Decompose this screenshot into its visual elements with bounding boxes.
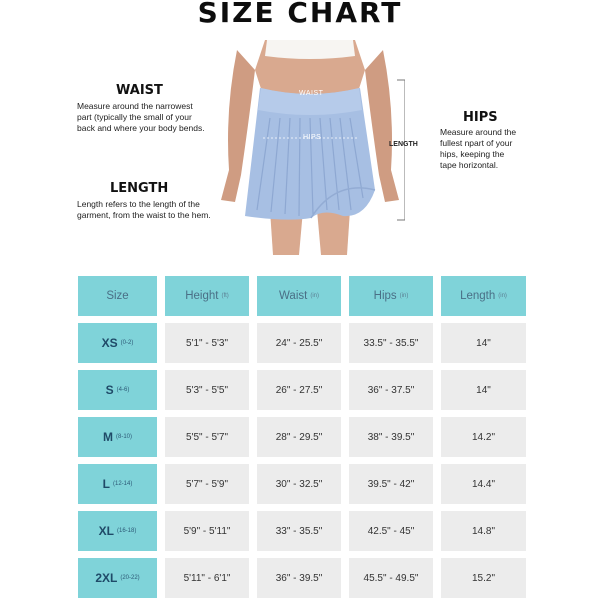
waist-heading: WAIST	[116, 83, 163, 98]
size-cell-xl: XL (16-18)	[78, 511, 157, 551]
length-figure-label: LENGTH	[389, 141, 418, 148]
header-length: Length (in)	[441, 276, 526, 316]
hips-cell: 36" - 37.5"	[349, 370, 433, 410]
length-heading: LENGTH	[110, 181, 169, 196]
waist-cell: 28" - 29.5"	[257, 417, 341, 457]
waist-cell: 26" - 27.5"	[257, 370, 341, 410]
length-cell: 14"	[441, 323, 526, 363]
header-waist: Waist (in)	[257, 276, 341, 316]
height-cell: 5'3" - 5'5"	[165, 370, 249, 410]
waist-cell: 30" - 32.5"	[257, 464, 341, 504]
length-cell: 14.8"	[441, 511, 526, 551]
size-cell-m: M (8-10)	[78, 417, 157, 457]
length-description: Length refers to the length of the garment, from the waist to the hem.	[77, 199, 211, 220]
size-cell-xs: XS (0-2)	[78, 323, 157, 363]
sports-top	[265, 40, 355, 59]
height-cell: 5'5" - 5'7"	[165, 417, 249, 457]
page-title: SIZE CHART	[197, 0, 403, 29]
header-height: Height (ft)	[165, 276, 249, 316]
size-cell-l: L (12-14)	[78, 464, 157, 504]
right-leg	[317, 210, 350, 255]
height-cell: 5'1" - 5'3"	[165, 323, 249, 363]
hips-cell: 33.5" - 35.5"	[349, 323, 433, 363]
height-cell: 5'7" - 5'9"	[165, 464, 249, 504]
length-cell: 14.4"	[441, 464, 526, 504]
skirt-model-illustration	[215, 40, 405, 255]
length-cell: 15.2"	[441, 558, 526, 598]
height-cell: 5'11" - 6'1"	[165, 558, 249, 598]
length-cell: 14.2"	[441, 417, 526, 457]
waist-cell: 36" - 39.5"	[257, 558, 341, 598]
hips-cell: 45.5" - 49.5"	[349, 558, 433, 598]
hips-description: Measure around the fullest npart of your hips, keeping the tape horizontal.	[440, 127, 517, 170]
waist-description: Measure around the narrowest part (typically the small of your back and where your body bends.	[77, 101, 205, 133]
hips-cell: 38" - 39.5"	[349, 417, 433, 457]
size-cell-2xl: 2XL (20-22)	[78, 558, 157, 598]
hips-heading: HIPS	[463, 110, 498, 125]
waist-figure-label: WAIST	[299, 90, 324, 97]
size-chart-table	[78, 276, 524, 598]
header-hips: Hips (in)	[349, 276, 433, 316]
waist-cell: 33" - 35.5"	[257, 511, 341, 551]
size-cell-s: S (4-6)	[78, 370, 157, 410]
hips-cell: 39.5" - 42"	[349, 464, 433, 504]
length-cell: 14"	[441, 370, 526, 410]
waist-cell: 24" - 25.5"	[257, 323, 341, 363]
hips-cell: 42.5" - 45"	[349, 511, 433, 551]
height-cell: 5'9" - 5'11"	[165, 511, 249, 551]
hips-figure-label: HIPS	[303, 134, 322, 141]
header-size: Size	[78, 276, 157, 316]
